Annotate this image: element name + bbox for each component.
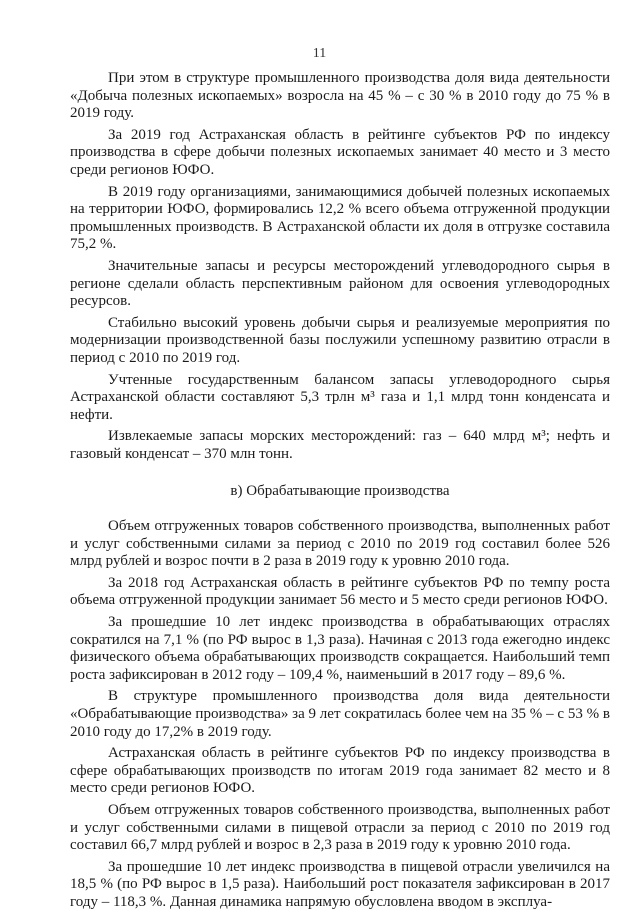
paragraph-manufacturing-rating-2018: За 2018 год Астраханская область в рейтинге субъектов РФ по темпу роста объема отгруженной продукции занимает 56 место и 5 место среди регионов ЮФО. [70,574,610,609]
paragraph-food-industry-index: За прошедшие 10 лет индекс производства в пищевой отрасли увеличился на 18,5 % (по РФ вырос в 1,5 раза). Наибольший рост показателя зафиксирован в 2017 году – 118,3 %. Данная динамика напрямую обусловлена вводом в эксплуа- [70,858,610,910]
paragraph-food-industry-volume: Объем отгруженных товаров собственного производства, выполненных работ и услуг собственными силами в пищевой отрасли за период с 2010 по 2019 год составил 66,7 млрд рублей и возрос в 2,3 раза в 2019 году к уровню 2010 года. [70,801,610,854]
section-heading: в) Обрабатывающие производства [230,483,450,500]
page-number: 11 [312,46,327,61]
paragraph-manufacturing-share: В структуре промышленного производства доля вида деятельности «Обрабатывающие производства» за 9 лет сократилась более чем на 35 % – с 53 % в 2010 году до 17,2% в 2019 году. [70,688,610,740]
paragraph-offshore-reserves: Извлекаемые запасы морских месторождений: газ – 640 млрд м³; нефть и газовый конденсат – 370 млн тонн. [70,428,610,462]
paragraph-manufacturing-index: За прошедшие 10 лет индекс производства в обрабатывающих отраслях сократился на 7,1 % (по РФ вырос в 1,3 раза). Начиная с 2013 года ежегодно индекс физического объема обрабатывающих производств сокращается. Наибольший темп роста зафиксирован в 2012 году – 109,4 %, наименьший в 2017 году – 89,6 %. [70,614,610,683]
paragraph-mining-share: При этом в структуре промышленного производства доля вида деятельности «Добыча полезных ископаемых» возросла на 45 % – с 30 % в 2010 году до 75 % в 2019 году. [70,70,610,122]
paragraph-manufacturing-rating-2019: Астраханская область в рейтинге субъектов РФ по индексу производства в сфере обрабатывающих производств по итогам 2019 года занимает 82 место и 8 место среди регионов ЮФО. [70,745,610,797]
paragraph-balance-reserves: Учтенные государственным балансом запасы углеводородного сырья Астраханской области составляют 5,3 трлн м³ газа и 1,1 млрд тонн конденсата и нефти. [70,371,610,423]
paragraph-production-stability: Стабильно высокий уровень добычи сырья и реализуемые мероприятия по модернизации производственной базы послужили успешному развитию отрасли в период с 2010 по 2019 год. [70,314,610,366]
paragraph-mining-organizations: В 2019 году организациями, занимающимися добычей полезных ископаемых на территории ЮФО, формировались 12,2 % всего объема отгруженной продукции промышленных производств. В Астраханской области их доля в отгрузке составила 75,2 %. [70,183,610,253]
document-body [70,70,610,916]
paragraph-manufacturing-volume: Объем отгруженных товаров собственного производства, выполненных работ и услуг собственными силами за период с 2010 по 2019 год составил более 526 млрд рублей и возрос почти в 2 раза в 2019 году к уровню 2010 года. [70,518,610,570]
paragraph-hydrocarbon-reserves: Значительные запасы и ресурсы месторождений углеводородного сырья в регионе сделали область перспективным районом для освоения углеводородных ресурсов. [70,257,610,310]
paragraph-mining-rating: За 2019 год Астраханская область в рейтинге субъектов РФ по индексу производства в сфере добычи полезных ископаемых занимает 40 место и 3 место среди регионов ЮФО. [70,126,610,178]
